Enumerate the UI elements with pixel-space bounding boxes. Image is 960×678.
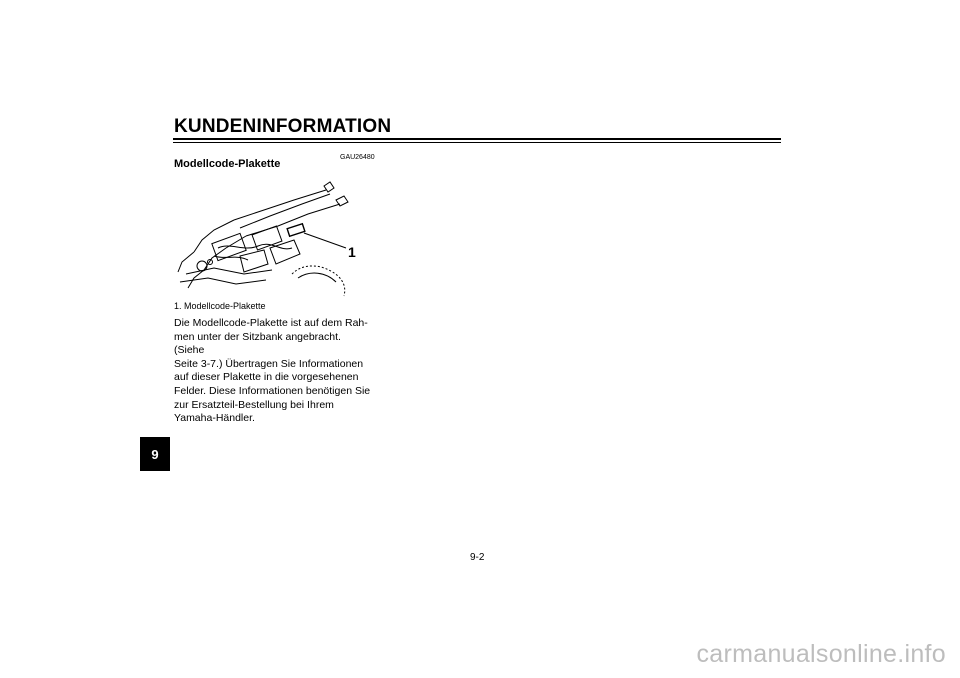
model-code-label [287,224,305,237]
body-line: zur Ersatzteil-Bestellung bei Ihrem [174,398,334,411]
figure-caption: 1. Modellcode-Plakette [174,301,266,311]
body-line: Seite 3-7.) Übertragen Sie Informationen [174,357,364,370]
frame-lines [178,182,348,296]
header-rule [173,138,781,140]
body-line: men unter der Sitzbank angebracht. (Siehe [174,330,341,357]
body-line: Felder. Diese Informationen benötigen Sie [174,384,371,397]
model-label-illustration [174,178,364,300]
body-line: Die Modellcode-Plakette ist auf dem Rah- [174,317,368,329]
body-line: Yamaha-Händler. [174,412,255,425]
header-rule-thin [173,142,781,143]
page-title: KUNDENINFORMATION [174,116,392,137]
leader-line [304,233,346,248]
page-number: 9-2 [470,552,485,563]
section-title: Modellcode-Plakette [174,158,281,170]
body-paragraph [174,317,374,426]
frame-drawing [174,178,364,300]
watermark: carmanualsonline.info [696,640,946,668]
body-line: auf dieser Plakette in die vorgesehenen [174,371,359,384]
reference-code: GAU26480 [340,154,375,161]
callout-number: 1 [348,244,356,260]
chapter-tab: 9 [140,437,170,471]
